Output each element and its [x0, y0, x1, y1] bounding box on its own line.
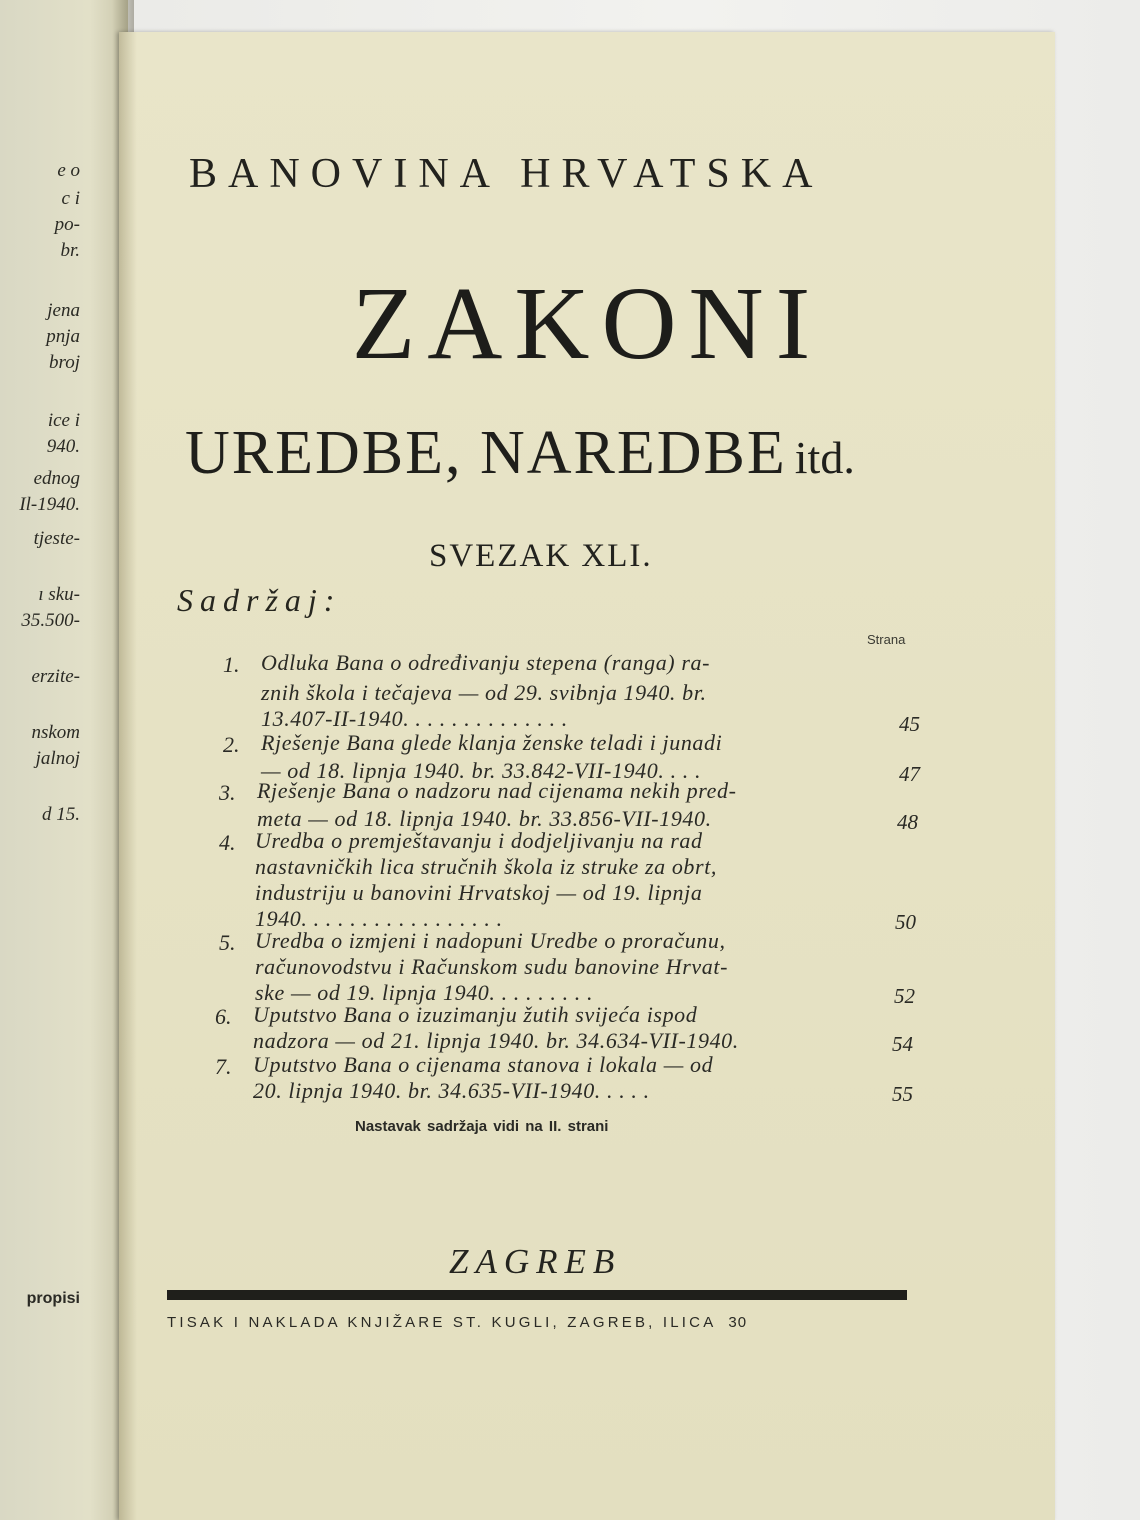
toc-entry-line: Rješenje Bana glede klanja ženske teladi i junadi — [261, 730, 723, 755]
toc-entry-line: računovodstvu i Računskom sudu banovine Hrvat- — [255, 954, 729, 979]
imprint-text: TISAK I NAKLADA KNJIŽARE ST. KUGLI, ZAGREB, ILICA — [167, 1314, 717, 1331]
page-column-label: Strana — [867, 632, 906, 647]
toc-entry-line: Odluka Bana o određivanju stepena (ranga) ra- — [261, 650, 711, 675]
back-page-line: ı sku- — [38, 584, 80, 605]
toc-entry-number: 7. — [215, 1054, 232, 1079]
back-page-line: ednog — [33, 468, 80, 489]
back-page-line: tjeste- — [33, 528, 80, 549]
continuation-note: Nastavak sadržaja vidi na II. strani — [355, 1118, 609, 1135]
toc-entry-page: 48 — [897, 810, 918, 834]
toc-entry-number: 3. — [219, 780, 236, 805]
toc-entry-line: Rješenje Bana o nadzoru nad cijenama nekih pred- — [257, 778, 737, 803]
toc-entry-line: znih škola i tečajeva — od 29. svibnja 1940. br. — [261, 680, 707, 705]
back-page-line: 940. — [46, 436, 80, 457]
back-page-line: pnja — [46, 326, 80, 347]
toc-entry-line: industriju u banovini Hrvatskoj — od 19. lipnja — [255, 880, 703, 905]
toc-entry-line: meta — od 18. lipnja 1940. br. 33.856-VII-1940. — [257, 806, 712, 831]
toc-entry-line: ske — od 19. lipnja 1940. . . . . . . . . — [255, 980, 594, 1005]
back-page-line: erzite- — [31, 666, 80, 687]
toc-entry-page: 50 — [895, 910, 916, 934]
toc-entry-number: 1. — [223, 652, 240, 677]
toc-entry-line: Uputstvo Bana o cijenama stanova i lokala — od — [253, 1052, 714, 1077]
toc-entry-number: 5. — [219, 930, 236, 955]
back-page-line: 35.500- — [21, 610, 80, 631]
city-label: ZAGREB — [449, 1242, 622, 1281]
toc-entry-line: nastavničkih lica stručnih škola iz struke za obrt, — [255, 854, 718, 879]
back-page-line: jena — [47, 300, 80, 321]
publisher-header: BANOVINA HRVATSKA — [189, 151, 824, 197]
underlying-page — [0, 0, 128, 1520]
back-page-line: nskom — [31, 722, 80, 743]
printer-imprint — [167, 1314, 907, 1331]
toc-entry-page: 47 — [899, 762, 920, 786]
back-page-line: propisi — [26, 1290, 80, 1307]
toc-entry-line: 1940. . . . . . . . . . . . . . . . . — [255, 906, 503, 931]
back-page-line: Il-1940. — [19, 494, 80, 515]
subtitle-suffix: itd. — [794, 432, 855, 483]
main-title: ZAKONI — [351, 266, 823, 381]
toc-entry-line: nadzora — od 21. lipnja 1940. br. 34.634-VII-1940. — [253, 1028, 739, 1053]
toc-entry-line: Uredba o premještavanju i dodjeljivanju na rad — [255, 828, 703, 853]
toc-entry-line: Uputstvo Bana o izuzimanju žutih svijeća ispod — [253, 1002, 698, 1027]
toc-entry-number: 4. — [219, 830, 236, 855]
volume-label: SVEZAK XLI. — [429, 538, 653, 574]
toc-entry-line: Uredba o izmjeni i nadopuni Uredbe o proračunu, — [255, 928, 726, 953]
back-page-line: ice i — [47, 410, 80, 431]
toc-entry-number: 6. — [215, 1004, 232, 1029]
divider-rule — [167, 1290, 907, 1300]
back-page-line: e o — [57, 160, 80, 181]
contents-heading: Sadržaj: — [177, 582, 342, 618]
toc-entry-number: 2. — [223, 732, 240, 757]
subtitle — [185, 419, 1045, 487]
back-page-line: broj — [49, 352, 80, 373]
back-page-line: po- — [54, 214, 80, 235]
back-page-line: c i — [61, 188, 80, 209]
back-page-line: jalnoj — [35, 748, 80, 769]
back-page-line: d 15. — [42, 804, 80, 825]
back-page-line: br. — [60, 240, 80, 261]
toc-entry-page: 54 — [892, 1032, 913, 1056]
toc-entry-line: 13.407-II-1940. . . . . . . . . . . . . . — [261, 706, 568, 731]
toc-entry-page: 52 — [894, 984, 915, 1008]
toc-entry-page: 55 — [892, 1082, 913, 1106]
toc-entry-line: — od 18. lipnja 1940. br. 33.842-VII-1940. . . . — [261, 758, 702, 783]
imprint-number: 30 — [728, 1314, 748, 1331]
subtitle-main: UREDBE, NAREDBE — [185, 419, 787, 487]
toc-entry-page: 45 — [899, 712, 920, 736]
booklet-cover — [119, 32, 1055, 1520]
toc-entry-line: 20. lipnja 1940. br. 34.635-VII-1940. . . . . — [253, 1078, 650, 1103]
